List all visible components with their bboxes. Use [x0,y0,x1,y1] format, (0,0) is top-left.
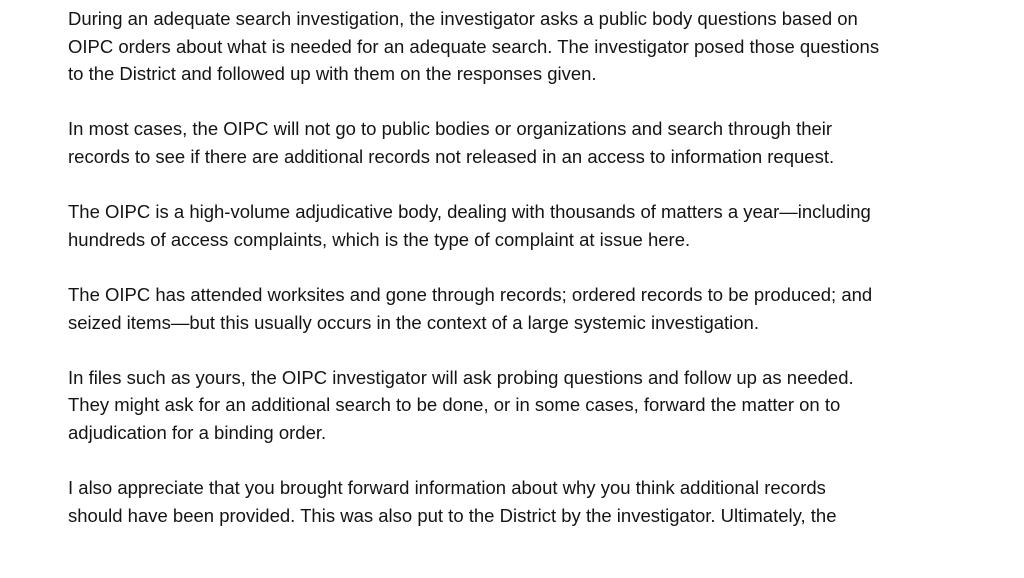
paragraph-line: should have been provided. This was also put to the District by the investigator. Ultimately, the [68,504,837,526]
paragraph-1 [68,5,1008,88]
paragraph-3 [68,198,1008,253]
paragraph-line: I also appreciate that you brought forward information about why you think additional records [68,477,826,499]
paragraph-line: In most cases, the OIPC will not go to public bodies or organizations and search through their [68,118,833,140]
paragraph-line: In files such as yours, the OIPC investigator will ask probing questions and follow up as needed. [68,366,854,388]
paragraph-4 [68,281,1008,336]
paragraph-line: They might ask for an additional search to be done, or in some cases, forward the matter on to [68,394,841,416]
paragraph-line: to the District and followed up with them on the responses given. [68,63,597,85]
paragraph-line: The OIPC has attended worksites and gone through records; ordered records to be produced; and [68,283,873,305]
paragraph-5 [68,364,1008,447]
paragraph-line: The OIPC is a high-volume adjudicative body, dealing with thousands of matters a year—including [68,201,871,223]
paragraph-2 [68,115,1008,170]
paragraph-line: OIPC orders about what is needed for an adequate search. The investigator posed those questions [68,35,880,57]
paragraph-line: During an adequate search investigation, the investigator asks a public body questions based on [68,8,858,29]
paragraph-line: records to see if there are additional records not released in an access to information request. [68,145,835,167]
paragraph-6 [68,474,1008,529]
paragraph-line: seized items—but this usually occurs in the context of a large systemic investigation. [68,311,759,333]
paragraph-line: adjudication for a binding order. [68,421,327,443]
paragraph-line: hundreds of access complaints, which is the type of complaint at issue here. [68,228,691,250]
document-body [68,5,1008,557]
